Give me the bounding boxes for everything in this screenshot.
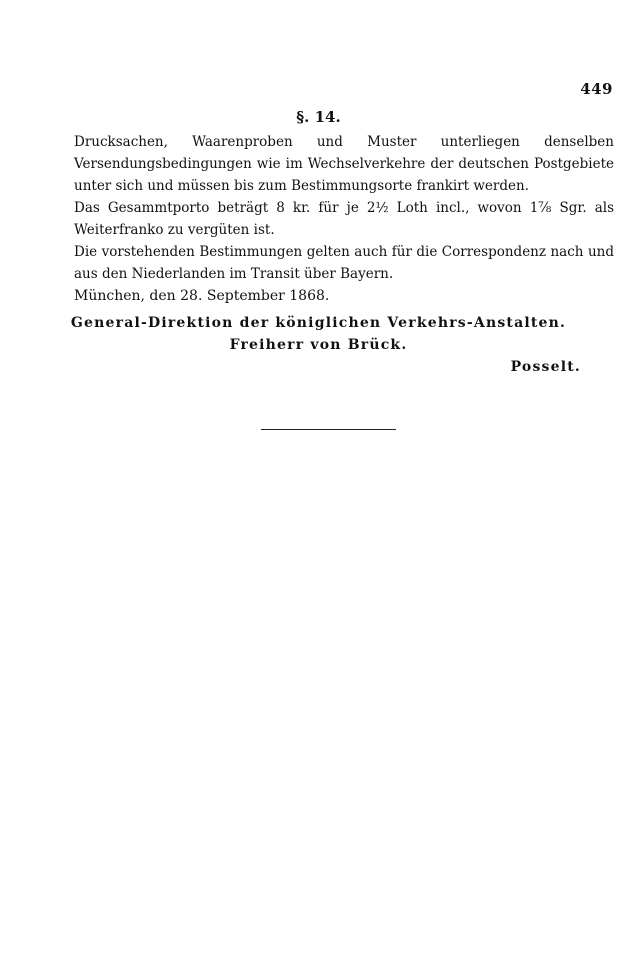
paragraph-printed-matter: Drucksachen, Waarenproben und Muster unterliegen denselben Versendungsbedingungen wie im Wechselverkehre der deutschen Postgebiete unter sich und müssen bis zum Bestimmungsorte frankirt werden. — [74, 134, 614, 194]
section-heading: §. 14. — [296, 108, 341, 126]
page-number: 449 — [580, 80, 613, 98]
paragraph-transit: Die vorstehenden Bestimmungen gelten auch für die Correspondenz nach und aus den Niederlanden im Transit über Bayern. — [74, 244, 614, 282]
closing-rule — [261, 429, 396, 430]
signatory-baron: Freiherr von Brück. — [229, 337, 408, 353]
issuing-authority: General-Direktion der königlichen Verkehrs-Anstalten. — [70, 315, 567, 331]
paragraph-postage: Das Gesammtporto beträgt 8 kr. für je 2½ Loth incl., wovon 1⅞ Sgr. als Weiterfranko zu vergüten ist. — [74, 200, 614, 238]
dateline: München, den 28. September 1868. — [74, 288, 330, 304]
body-text — [74, 131, 614, 307]
countersignature: Posselt. — [510, 359, 581, 375]
